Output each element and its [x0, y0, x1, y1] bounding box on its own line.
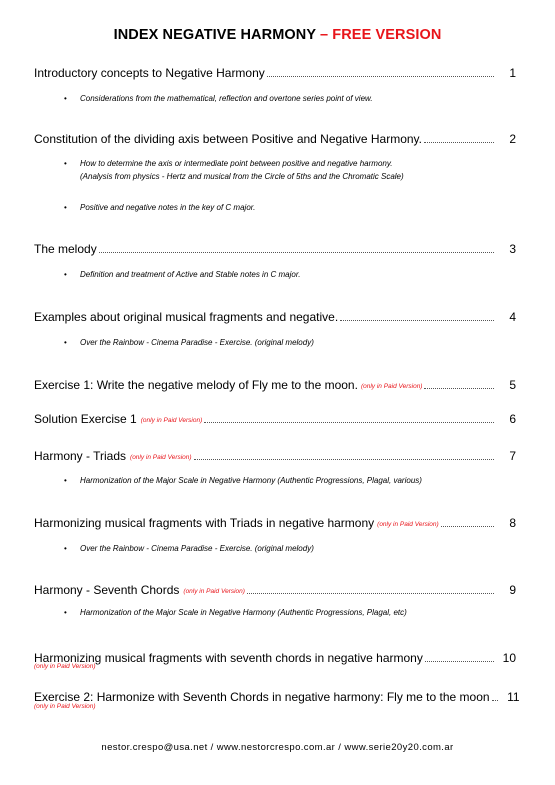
toc-leader-dots — [99, 252, 494, 253]
toc-entry-title: Exercise 1: Write the negative melody of Fly me to the moon. — [34, 378, 358, 392]
toc-page-number: 9 — [509, 583, 516, 597]
toc-entry-title: The melody — [34, 242, 97, 256]
sub-item-text-line2: (Analysis from physics - Hertz and musical from the Circle of 5ths and the Chromatic Scale) — [80, 172, 404, 181]
toc-entry — [34, 60, 516, 80]
paid-version-note: (only in Paid Version) — [140, 417, 203, 424]
bullet-icon: • — [64, 270, 67, 279]
sub-item-text: Over the Rainbow - Cinema Paradise - Exercise. (original melody) — [80, 338, 314, 347]
toc-entry — [34, 645, 516, 665]
toc-leader-dots — [492, 700, 498, 701]
toc-entry — [34, 372, 516, 392]
toc-leader-dots — [204, 422, 494, 423]
bullet-icon: • — [64, 608, 67, 617]
toc-entry-title: Harmony - Seventh Chords — [34, 583, 180, 597]
toc-entry-title: Constitution of the dividing axis between Positive and Negative Harmony. — [34, 132, 422, 146]
paid-version-note: (only in Paid Version) — [360, 383, 423, 390]
toc-page-number: 11 — [507, 690, 520, 704]
toc-entry-title: Harmony - Triads — [34, 449, 127, 463]
toc-entry — [34, 684, 520, 704]
toc-entry — [34, 510, 516, 530]
toc-entry — [34, 577, 516, 597]
toc-sub-item — [64, 268, 504, 281]
toc-entry-title: Examples about original musical fragments and negative. — [34, 310, 339, 324]
toc-entry-title: Introductory concepts to Negative Harmony — [34, 66, 265, 80]
toc-sub-item — [64, 542, 504, 555]
toc-sub-item — [64, 201, 504, 214]
title-main: INDEX NEGATIVE HARMONY — [113, 27, 316, 43]
toc-entry-title: Exercise 2: Harmonize with Seventh Chords in negative harmony: Fly me to the moon — [34, 690, 490, 704]
title-free-version: FREE VERSION — [332, 27, 442, 43]
toc-page-number: 8 — [509, 516, 516, 530]
toc-sub-item — [64, 92, 504, 105]
paid-version-note: (only in Paid Version) — [183, 588, 245, 595]
toc-entry — [34, 126, 516, 146]
toc-leader-dots — [340, 320, 494, 321]
sub-item-text: Harmonization of the Major Scale in Negative Harmony (Authentic Progressions, Plagal, various) — [80, 476, 422, 485]
sub-item-text: Positive and negative notes in the key of C major. — [80, 203, 256, 212]
bullet-icon: • — [64, 338, 67, 347]
toc-sub-item — [64, 474, 504, 487]
toc-leader-dots — [247, 593, 494, 594]
toc-leader-dots — [441, 526, 494, 527]
toc-page-number: 7 — [509, 449, 516, 463]
toc-sub-item — [64, 336, 504, 349]
page-footer: nestor.crespo@usa.net / www.nestorcrespo.com.ar / www.serie20y20.com.ar — [101, 742, 454, 753]
title-dash: – — [315, 27, 333, 43]
page-title — [0, 27, 555, 43]
sub-item-text: Harmonization of the Major Scale in Negative Harmony (Authentic Progressions, Plagal, etc) — [80, 608, 407, 617]
toc-page-number: 6 — [509, 412, 516, 426]
toc-leader-dots — [424, 388, 494, 389]
toc-entry — [34, 304, 516, 324]
toc-page-number: 10 — [502, 651, 516, 665]
toc-entry — [34, 236, 516, 256]
toc-entry — [34, 443, 516, 463]
toc-entry-title: Harmonizing musical fragments with Triads in negative harmony — [34, 516, 375, 530]
toc-leader-dots — [424, 142, 494, 143]
toc-page-number: 2 — [509, 132, 516, 146]
toc-sub-item — [64, 157, 504, 183]
bullet-icon: • — [64, 159, 67, 168]
sub-item-text: Considerations from the mathematical, reflection and overtone series point of view. — [80, 94, 373, 103]
toc-entry — [34, 406, 516, 426]
bullet-icon: • — [64, 203, 67, 212]
toc-leader-dots — [425, 661, 494, 662]
toc-page-number: 4 — [509, 310, 516, 324]
toc-page-number: 5 — [509, 378, 516, 392]
toc-entry-title: Solution Exercise 1 — [34, 412, 137, 426]
toc-leader-dots — [267, 76, 494, 77]
paid-version-note: (only in Paid Version) — [130, 454, 192, 461]
bullet-icon: • — [64, 94, 67, 103]
toc-page-number: 1 — [509, 66, 516, 80]
toc-page-number: 3 — [509, 242, 516, 256]
paid-version-note: (only in Paid Version) — [34, 663, 96, 670]
sub-item-text: Over the Rainbow - Cinema Paradise - Exercise. (original melody) — [80, 544, 314, 553]
toc-leader-dots — [194, 459, 494, 460]
bullet-icon: • — [64, 544, 67, 553]
paid-version-note: (only in Paid Version) — [34, 703, 96, 710]
toc-entry-title: Harmonizing musical fragments with seventh chords in negative harmony — [34, 651, 423, 665]
paid-version-note: (only in Paid Version) — [377, 521, 439, 528]
toc-sub-item — [64, 606, 504, 619]
sub-item-text: How to determine the axis or intermediate point between positive and negative harmony. — [80, 159, 393, 168]
sub-item-text: Definition and treatment of Active and Stable notes in C major. — [80, 270, 301, 279]
bullet-icon: • — [64, 476, 67, 485]
